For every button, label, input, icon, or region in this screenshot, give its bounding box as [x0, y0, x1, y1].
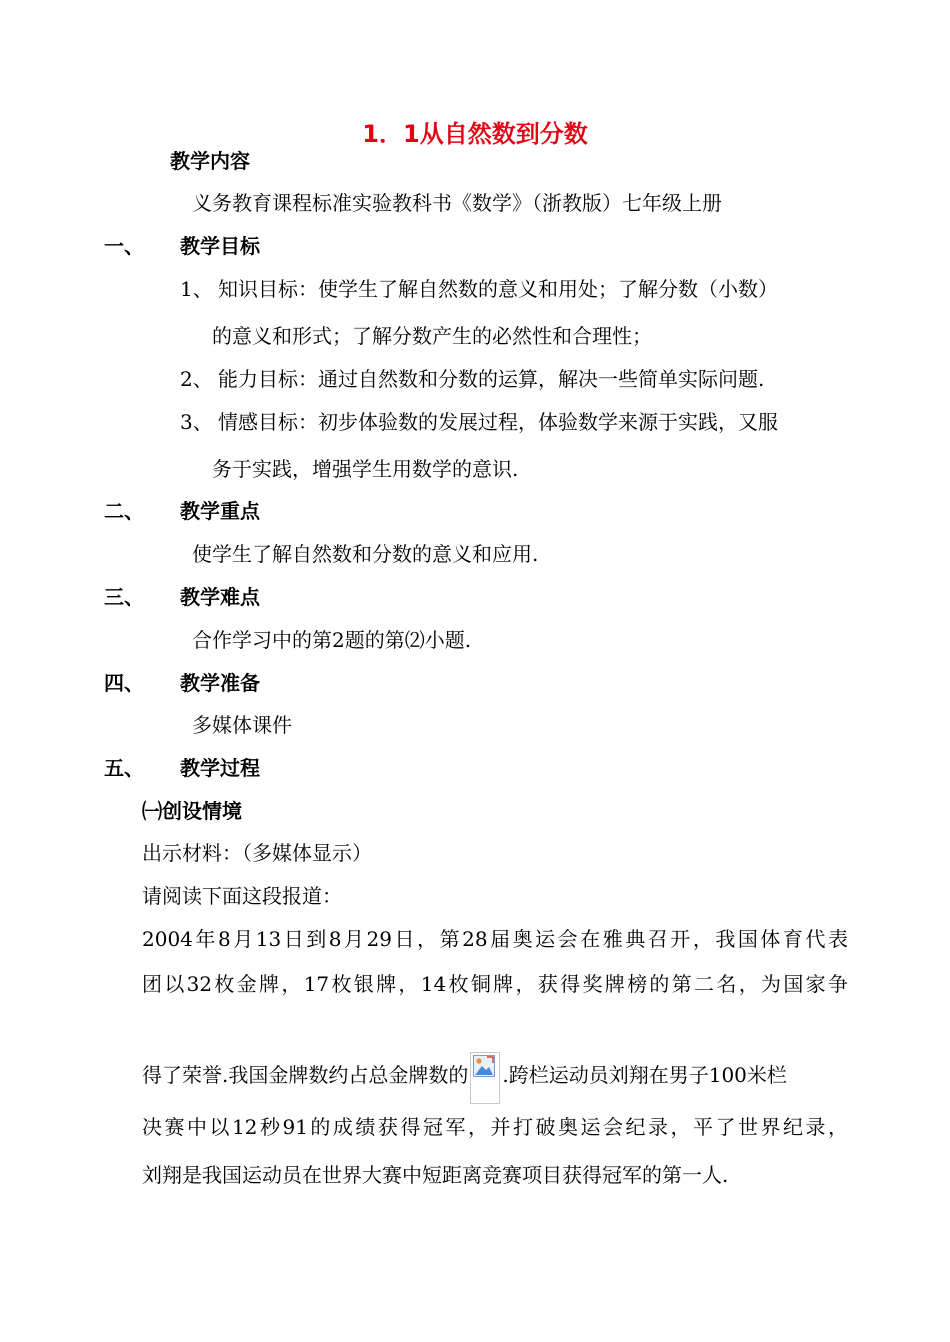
missing-image-icon [470, 1052, 500, 1104]
section-3-title: 教学难点 [180, 585, 260, 609]
section-4-title: 教学准备 [180, 671, 260, 695]
section-4-number: 四、 [104, 671, 144, 695]
section-2-title: 教学重点 [180, 499, 260, 523]
goal-2-line-1: 能力目标：通过自然数和分数的运算，解决一些简单实际问题. [218, 367, 765, 391]
page-title: 1．1从自然数到分数 [362, 120, 588, 148]
section-2-number: 二、 [104, 499, 144, 523]
goal-3-line-1: 情感目标：初步体验数的发展过程，体验数学来源于实践，又服 [218, 410, 778, 434]
section-1-title: 教学目标 [180, 234, 260, 258]
goal-1-line-2: 的意义和形式；了解分数产生的必然性和合理性； [212, 324, 652, 348]
section-5-number: 五、 [104, 756, 144, 780]
report-line-3 [142, 1052, 787, 1104]
report-line-3-part-b: .跨栏运动员刘翔在男子100米栏 [502, 1063, 787, 1087]
process-sub-heading: ㈠创设情境 [142, 799, 242, 823]
content-heading: 教学内容 [170, 149, 250, 173]
report-line-1: 2004年8月13日到8月29日，第28届奥运会在雅典召开，我国体育代表 [142, 927, 848, 951]
report-line-5: 刘翔是我国运动员在世界大赛中短距离竞赛项目获得冠军的第一人. [142, 1163, 729, 1187]
goal-3-number: 3、 [180, 410, 213, 434]
report-line-4: 决赛中以12秒91的成绩获得冠军，并打破奥运会纪录，平了世界纪录， [142, 1115, 848, 1139]
goal-2-number: 2、 [180, 367, 213, 391]
difficulty-text: 合作学习中的第2题的第⑵小题. [192, 628, 472, 652]
content-text: 义务教育课程标准实验教科书《数学》（浙教版）七年级上册 [192, 191, 722, 215]
report-line-2: 团以32枚金牌，17枚银牌，14枚铜牌，获得奖牌榜的第二名，为国家争 [142, 972, 848, 996]
goal-1-number: 1、 [180, 277, 213, 301]
section-5-title: 教学过程 [180, 756, 260, 780]
key-point-text: 使学生了解自然数和分数的意义和应用. [192, 542, 539, 566]
goal-1-line-1: 知识目标：使学生了解自然数的意义和用处；了解分数（小数） [218, 277, 778, 301]
section-1-number: 一、 [104, 234, 144, 258]
goal-3-line-2: 务于实践，增强学生用数学的意识. [212, 457, 519, 481]
section-3-number: 三、 [104, 585, 144, 609]
report-line-3-part-a: 得了荣誉.我国金牌数约占总金牌数的 [142, 1063, 469, 1087]
process-show-line: 出示材料：（多媒体显示） [142, 841, 372, 865]
preparation-text: 多媒体课件 [192, 713, 292, 737]
process-read-line: 请阅读下面这段报道： [142, 884, 342, 908]
